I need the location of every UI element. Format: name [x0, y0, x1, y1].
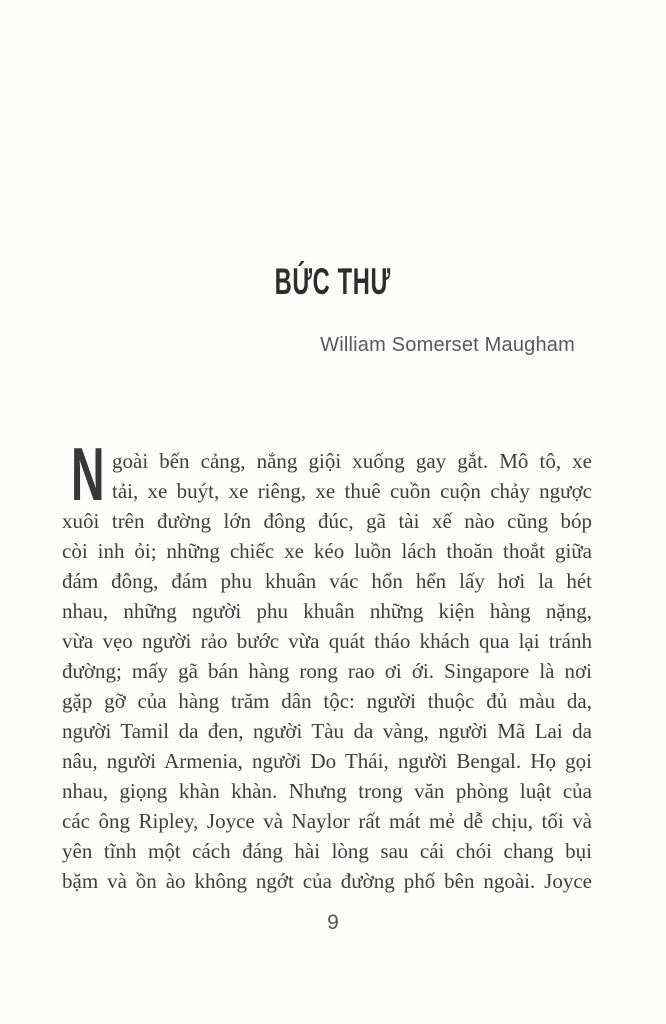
text-line: yên tĩnh một cách đáng hài lòng sau cái chói chang bụi — [62, 839, 592, 863]
text-line: goài bến cảng, nắng giội xuống gay gắt. Mô tô, xe — [112, 449, 592, 473]
chapter-title-row — [0, 263, 666, 300]
text-line: nâu, người Armenia, người Do Thái, người Bengal. Họ gọi — [62, 749, 592, 773]
drop-cap: N — [71, 432, 105, 516]
page-number-row — [0, 911, 666, 935]
text-line: nhau, những người phu khuân những kiện hàng nặng, — [62, 599, 592, 623]
text-line: bặm và ồn ào không ngớt của đường phố bên ngoài. Joyce — [62, 869, 592, 893]
text-line: xuôi trên đường lớn đông đúc, gã tài xế nào cũng bóp — [62, 509, 592, 533]
text-line: các ông Ripley, Joyce và Naylor rất mát mẻ dễ chịu, tối và — [62, 809, 592, 833]
text-line: nhau, giọng khàn khàn. Nhưng trong văn phòng luật của — [62, 779, 592, 803]
text-line: vừa vẹo người rảo bước vừa quát tháo khách qua lại tránh — [62, 629, 592, 653]
page-number: 9 — [327, 911, 339, 934]
text-line: đường; mấy gã bán hàng rong rao ơi ới. Singapore là nơi — [62, 659, 592, 683]
text-line: còi inh ỏi; những chiếc xe kéo luồn lách thoăn thoắt giữa — [62, 539, 592, 563]
text-line: đám đông, đám phu khuân vác hổn hển lấy hơi la hét — [62, 569, 592, 593]
author-name: William Somerset Maugham — [320, 334, 575, 356]
text-line: gặp gỡ của hàng trăm dân tộc: người thuộc đủ màu da, — [62, 689, 592, 713]
body-paragraph — [62, 432, 592, 896]
text-line: tải, xe buýt, xe riêng, xe thuê cuồn cuộn chảy ngược — [112, 479, 592, 503]
text-line: người Tamil da đen, người Tàu da vàng, người Mã Lai da — [62, 719, 592, 743]
chapter-title: BỨC THƯ — [274, 261, 392, 302]
